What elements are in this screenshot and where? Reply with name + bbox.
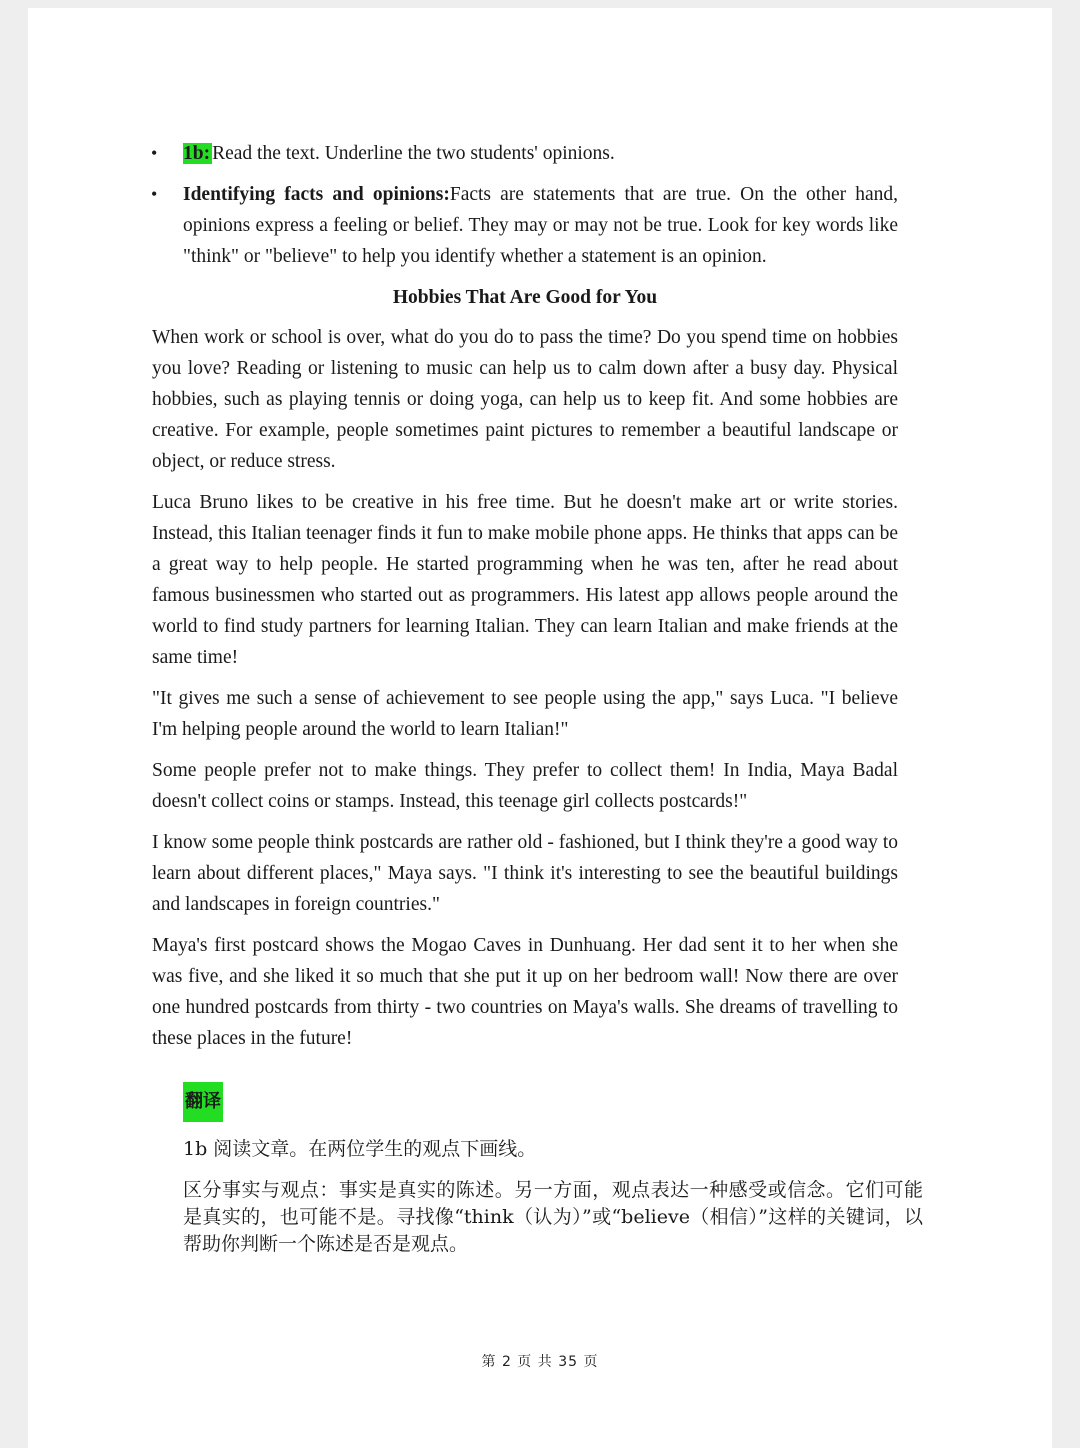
article-paragraph-2: Luca Bruno likes to be creative in his free time. But he doesn't make art or write stories. Instead, this Italian teenager finds it fun to make mobile phone apps. He thinks that apps can be a great way to help people. He started programming when he was ten, after he read about famous businessmen who started out as programmers. His latest app allows people around the world to find study partners for learning Italian. They can learn Italian and make friends at the same time! xyxy=(152,492,898,668)
instruction-1b-text: Read the text. Underline the two students' opinions. xyxy=(212,143,615,164)
document-page xyxy=(28,8,1052,1448)
article-title: Hobbies That Are Good for You xyxy=(392,287,658,308)
article-paragraph-3: "It gives me such a sense of achievement to see people using the app," says Luca. "I believe I'm helping people around the world to learn Italian!" xyxy=(152,688,898,740)
translation-section xyxy=(183,1082,923,1258)
article-paragraph-4: Some people prefer not to make things. They prefer to collect them! In India, Maya Badal doesn't collect coins or stamps. Instead, this teenage girl collects postcards!" xyxy=(152,760,898,812)
facts-opinions-heading: Identifying facts and opinions: xyxy=(183,184,450,205)
article-paragraph-1: When work or school is over, what do you do to pass the time? Do you spend time on hobbies you love? Reading or listening to music can help us to calm down after a busy day. Physical hobbies, such as playing tennis or doing yoga, can help us to keep fit. And some hobbies are creative. For example, people sometimes paint pictures to remember a beautiful landscape or object, or reduce stress. xyxy=(152,327,898,472)
instruction-item-facts-opinions xyxy=(152,179,898,272)
main-content xyxy=(152,138,898,1064)
instruction-item-1b xyxy=(152,138,898,169)
highlight-tag-1b: 1b: xyxy=(183,143,211,164)
instruction-list xyxy=(152,138,898,272)
translation-heading: 翻译 xyxy=(183,1082,223,1122)
page-footer: 第 2 页 共 35 页 xyxy=(481,1354,599,1370)
facts-opinions-text: Facts are statements that are true. On the other hand, opinions express a feeling or belief. They may or may not be true. Look for key words like "think" or "believe" to help you identify whether a statement is an opinion. xyxy=(183,184,898,267)
translation-line-1b: 1b 阅读文章。在两位学生的观点下画线。 xyxy=(183,1138,537,1160)
article-paragraph-5: I know some people think postcards are rather old - fashioned, but I think they're a good way to learn about different places," Maya says. "I think it's interesting to see the beautiful buildings and landscapes in foreign countries." xyxy=(152,832,898,915)
article-paragraph-6: Maya's first postcard shows the Mogao Caves in Dunhuang. Her dad sent it to her when she was five, and she liked it so much that she put it up on her bedroom wall! Now there are over one hundred postcards from thirty - two countries on Maya's walls. She dreams of travelling to these places in the future! xyxy=(152,935,898,1049)
translation-paragraph: 区分事实与观点：事实是真实的陈述。另一方面，观点表达一种感受或信念。它们可能是真实的，也可能不是。寻找像“think（认为）”或“believe（相信）”这样的关键词，以帮助你判断一个陈述是否是观点。 xyxy=(183,1179,923,1255)
